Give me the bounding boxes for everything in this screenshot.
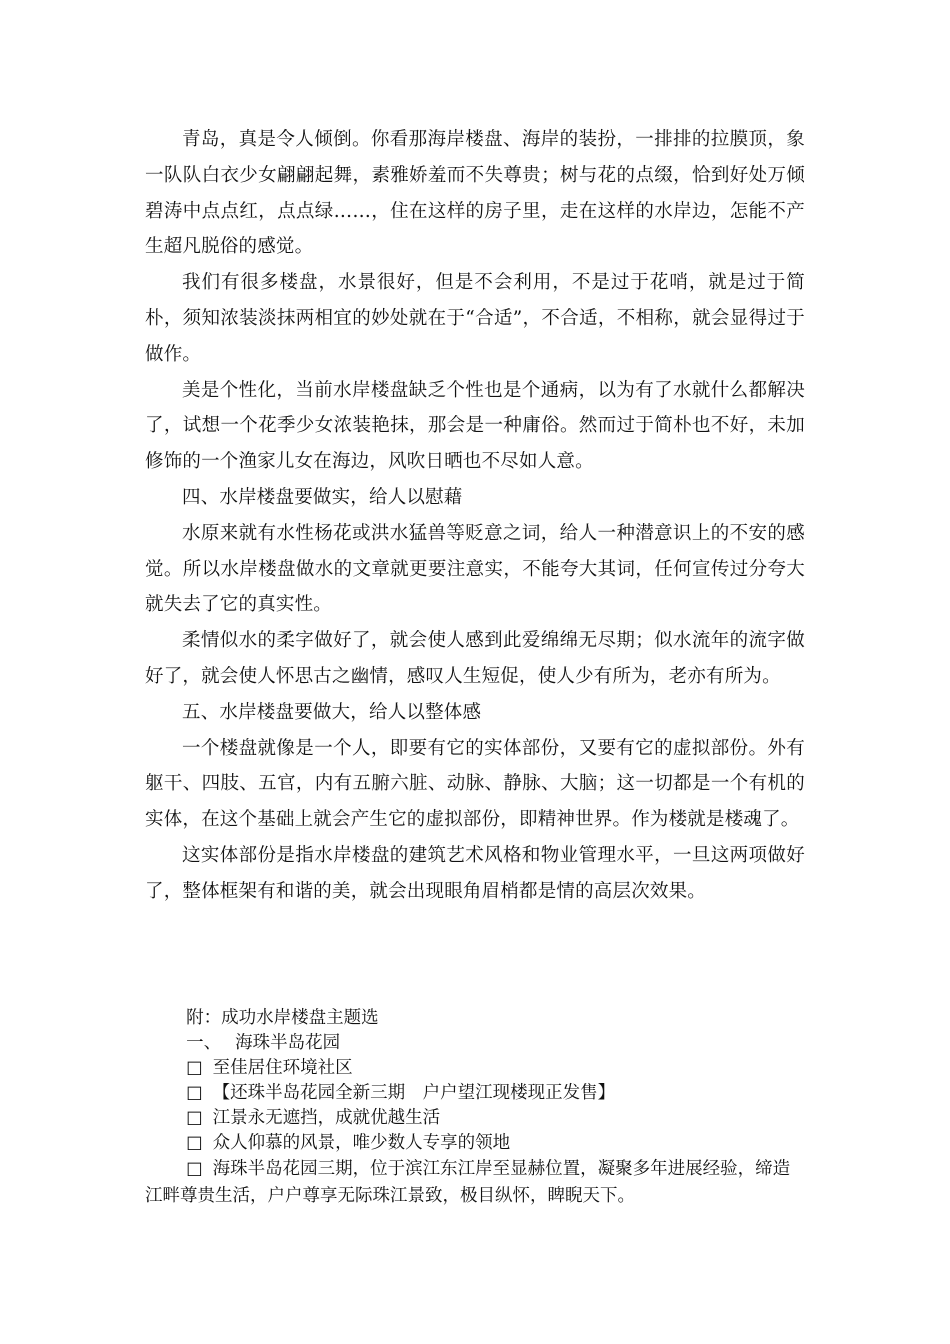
paragraph: 这实体部份是指水岸楼盘的建筑艺术风格和物业管理水平，一旦这两项做好了，整体框架有和谐的美，就会出现眼角眉梢都是情的高层次效果。 xyxy=(145,844,805,902)
list-item-text: 至佳居住环境社区 xyxy=(212,1058,353,1078)
paragraph: 我们有很多楼盘，水景很好，但是不会利用，不是过于花哨，就是过于简朴，须知浓装淡抹两相宜的妙处就在于“合适”，不合适，不相称，就会显得过于做作。 xyxy=(145,272,805,365)
list-item-text: 海珠半岛花园三期，位于滨江东江岸至显赫位置，凝聚多年进展经验，缔造江畔尊贵生活，户户尊享无际珠江景致，极目纵怀，睥睨天下。 xyxy=(145,1159,791,1206)
checkbox-icon: □ xyxy=(186,1058,203,1078)
body-text xyxy=(145,122,805,910)
list-item-text: 【还珠半岛花园全新三期 户户望江现楼现正发售】 xyxy=(212,1083,616,1103)
paragraph: 水原来就有水性杨花或洪水猛兽等贬意之词，给人一种潜意识上的不安的感觉。所以水岸楼盘做水的文章就更要注意实，不能夸大其词，任何宣传过分夸大就失去了它的真实性。 xyxy=(145,522,805,616)
checkbox-icon: □ xyxy=(186,1108,203,1128)
checkbox-icon: □ xyxy=(186,1083,203,1103)
section-heading: 四、水岸楼盘要做实，给人以慰藉 xyxy=(182,486,463,508)
appendix-section xyxy=(145,1031,805,1056)
list-item-text: 众人仰慕的风景，唯少数人专享的领地 xyxy=(212,1133,511,1153)
paragraph: 柔情似水的柔字做好了，就会使人感到此爱绵绵无尽期；似水流年的流字做好了，就会使人怀思古之幽情，感叹人生短促，使人少有所为，老亦有所为。 xyxy=(145,630,805,687)
paragraph: 青岛，真是令人倾倒。你看那海岸楼盘、海岸的装扮，一排排的拉膜顶，象一队队白衣少女翩翩起舞，素雅娇羞而不失尊贵；树与花的点缀，恰到好处万倾碧涛中点点红，点点绿……，住在这样的房子里，走在这样的水岸边，怎能不产生超凡脱俗的感觉。 xyxy=(145,129,805,258)
appendix xyxy=(145,1006,805,1210)
section-marker: 一、 xyxy=(186,1033,222,1053)
list-item xyxy=(145,1081,805,1106)
section-heading: 五、水岸楼盘要做大，给人以整体感 xyxy=(182,701,482,723)
appendix-title: 附：成功水岸楼盘主题选 xyxy=(186,1008,379,1028)
list-item xyxy=(145,1106,805,1131)
list-item xyxy=(145,1156,805,1210)
checkbox-icon: □ xyxy=(186,1133,203,1153)
list-item-text: 江景永无遮挡，成就优越生活 xyxy=(212,1108,441,1128)
list-item xyxy=(145,1056,805,1081)
paragraph: 一个楼盘就像是一个人，即要有它的实体部份，又要有它的虚拟部份。外有躯干、四肢、五官，内有五腑六脏、动脉、静脉、大脑；这一切都是一个有机的实体，在这个基础上就会产生它的虚拟部份，即精神世界。作为楼就是楼魂了。 xyxy=(145,737,805,831)
section-title: 海珠半岛花园 xyxy=(235,1033,341,1053)
paragraph: 美是个性化，当前水岸楼盘缺乏个性也是个通病，以为有了水就什么都解决了，试想一个花季少女浓装艳抹，那会是一种庸俗。然而过于简朴也不好，未加修饰的一个渔家儿女在海边，风吹日晒也不尽如人意。 xyxy=(145,379,805,473)
checkbox-icon: □ xyxy=(186,1159,203,1179)
list-item xyxy=(145,1131,805,1156)
